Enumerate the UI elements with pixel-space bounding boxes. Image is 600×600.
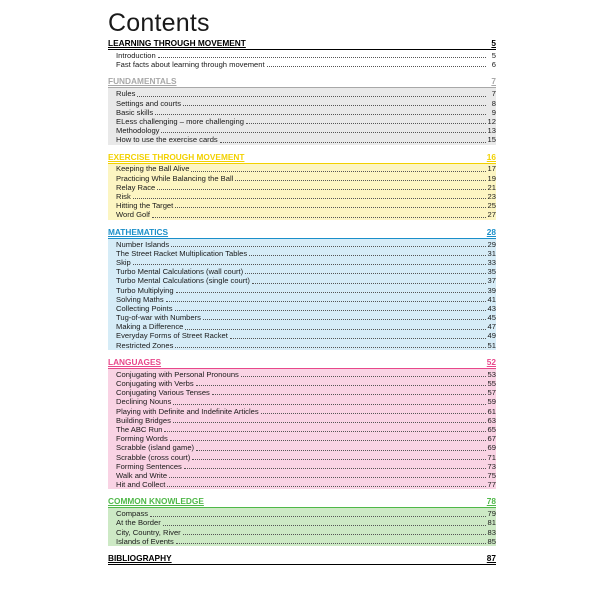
- toc-entry-page: 33: [487, 257, 496, 267]
- toc-entry-page: 85: [487, 536, 496, 546]
- toc-entry[interactable]: [116, 519, 496, 528]
- toc-entry-page: 23: [487, 192, 496, 202]
- toc-entry[interactable]: [116, 276, 496, 285]
- toc-section-learn: [108, 38, 496, 69]
- section-heading[interactable]: [108, 152, 496, 164]
- toc-entry-title: Turbo Multiplying: [116, 285, 174, 295]
- dot-leader: [158, 56, 486, 58]
- toc-entry-title: Conjugating with Verbs: [116, 379, 194, 389]
- toc-section-exer: [108, 152, 496, 220]
- toc-entry-title: Conjugating Various Tenses: [116, 388, 210, 398]
- dot-leader: [171, 245, 485, 247]
- toc-entry-title: City, Country, River: [116, 527, 181, 537]
- toc-entry-page: 25: [487, 201, 496, 211]
- toc-entry-title: Word Golf: [116, 210, 151, 220]
- section-entries: [108, 239, 496, 350]
- toc-entry-title: Risk: [116, 192, 131, 202]
- section-page-number: 52: [486, 356, 496, 367]
- toc-entry-title: Fast facts about learning through movement: [116, 60, 265, 70]
- toc-entry[interactable]: [116, 304, 496, 313]
- toc-entry-page: 5: [491, 50, 496, 60]
- table-of-contents: [108, 38, 496, 565]
- dot-leader: [157, 188, 485, 190]
- toc-entry[interactable]: [116, 201, 496, 210]
- toc-entry[interactable]: [116, 210, 496, 219]
- toc-entry-page: 77: [487, 480, 496, 490]
- section-spacer: [108, 145, 496, 152]
- section-heading[interactable]: [108, 357, 496, 369]
- toc-entry-title: Keeping the Ball Alive: [116, 164, 190, 174]
- dot-leader: [252, 282, 486, 284]
- dot-leader: [173, 403, 485, 405]
- toc-entry-page: 59: [487, 397, 496, 407]
- dot-leader: [164, 430, 485, 432]
- toc-entry-page: 57: [487, 388, 496, 398]
- section-heading-label: LEARNING THROUGH MOVEMENT: [108, 38, 246, 48]
- toc-entry-page: 73: [487, 461, 496, 471]
- toc-entry-title: Scrabble (island game): [116, 443, 195, 453]
- toc-entry-title: How to use the exercise cards: [116, 135, 218, 145]
- contents-page: [108, 8, 496, 565]
- section-entries: [108, 508, 496, 546]
- toc-entry-title: Methodology: [116, 126, 160, 136]
- toc-entry[interactable]: [116, 332, 496, 341]
- toc-entry-page: 51: [487, 340, 496, 350]
- toc-entry[interactable]: [116, 258, 496, 267]
- dot-leader: [150, 515, 485, 517]
- toc-entry[interactable]: [116, 174, 496, 183]
- dot-leader: [152, 216, 486, 218]
- toc-entry[interactable]: [116, 434, 496, 443]
- toc-entry[interactable]: [116, 407, 496, 416]
- toc-entry-page: 6: [491, 60, 496, 70]
- toc-entry[interactable]: [116, 443, 496, 452]
- dot-leader: [137, 95, 486, 97]
- dot-leader: [173, 421, 486, 423]
- toc-entry[interactable]: [116, 379, 496, 388]
- dot-leader: [167, 485, 485, 487]
- toc-entry-title: Turbo Mental Calculations (single court): [116, 276, 250, 286]
- toc-entry-title: Turbo Mental Calculations (wall court): [116, 267, 244, 277]
- toc-entry-title: Playing with Definite and Indefinite Articles: [116, 406, 259, 416]
- toc-entry[interactable]: [116, 388, 496, 397]
- toc-entry-page: 19: [487, 173, 496, 183]
- section-heading[interactable]: [108, 38, 496, 50]
- toc-entry-page: 83: [487, 527, 496, 537]
- dot-leader: [170, 439, 486, 441]
- dot-leader: [166, 300, 486, 302]
- toc-entry-page: 41: [487, 294, 496, 304]
- toc-entry-page: 47: [487, 322, 496, 332]
- section-entries: [108, 88, 496, 144]
- toc-entry[interactable]: [116, 295, 496, 304]
- toc-entry-page: 17: [487, 164, 496, 174]
- dot-leader: [196, 384, 486, 386]
- dot-leader: [230, 337, 486, 339]
- toc-entry[interactable]: [116, 509, 496, 518]
- section-entries: [108, 164, 496, 220]
- toc-entry-title: Making a Difference: [116, 322, 184, 332]
- toc-entry-page: 7: [491, 89, 496, 99]
- toc-section-fund: [108, 76, 496, 144]
- dot-leader: [175, 206, 485, 208]
- dot-leader: [183, 533, 486, 535]
- section-heading-label: COMMON KNOWLEDGE: [108, 496, 204, 507]
- toc-entry[interactable]: [116, 471, 496, 480]
- toc-entry-title: Settings and courts: [116, 98, 182, 108]
- toc-entry[interactable]: [116, 267, 496, 276]
- dot-leader: [161, 131, 485, 133]
- toc-entry-page: 55: [487, 379, 496, 389]
- toc-entry-title: Scrabble (cross court): [116, 452, 191, 462]
- toc-entry-title: Rules: [116, 89, 136, 99]
- toc-entry[interactable]: [116, 165, 496, 174]
- toc-section-math: [108, 227, 496, 350]
- toc-entry[interactable]: [116, 249, 496, 258]
- toc-entry[interactable]: [116, 183, 496, 192]
- toc-entry-page: 65: [487, 424, 496, 434]
- dot-leader: [155, 113, 486, 115]
- dot-leader: [175, 309, 486, 311]
- toc-section-bib: [108, 553, 496, 565]
- toc-entry[interactable]: [116, 51, 496, 60]
- dot-leader: [192, 458, 485, 460]
- toc-entry-title: Building Bridges: [116, 415, 171, 425]
- toc-entry[interactable]: [116, 528, 496, 537]
- toc-entry-title: Forming Sentences: [116, 461, 182, 471]
- section-page-number: 16: [486, 151, 496, 162]
- toc-entry[interactable]: [116, 416, 496, 425]
- dot-leader: [176, 291, 486, 293]
- dot-leader: [169, 476, 485, 478]
- toc-entry-page: 71: [487, 452, 496, 462]
- toc-entry-title: Everyday Forms of Street Racket: [116, 331, 228, 341]
- toc-entry[interactable]: [116, 370, 496, 379]
- toc-entry-page: 61: [487, 406, 496, 416]
- section-page-number: 78: [486, 496, 496, 507]
- dot-leader: [203, 318, 486, 320]
- toc-entry[interactable]: [116, 126, 496, 135]
- dot-leader: [185, 328, 485, 330]
- toc-entry[interactable]: [116, 108, 496, 117]
- section-heading-label: EXERCISE THROUGH MOVEMENT: [108, 151, 245, 162]
- toc-entry-page: 9: [491, 107, 496, 117]
- toc-entry-title: Restricted Zones: [116, 340, 174, 350]
- section-heading-label: BIBLIOGRAPHY: [108, 553, 172, 564]
- toc-entry-title: Hit and Collect: [116, 480, 166, 490]
- section-heading[interactable]: [108, 76, 496, 88]
- section-entries: [108, 369, 496, 489]
- toc-entry[interactable]: [116, 286, 496, 295]
- toc-entry-page: 27: [487, 210, 496, 220]
- toc-entry-title: The Street Racket Multiplication Tables: [116, 248, 248, 258]
- dot-leader: [235, 179, 485, 181]
- toc-entry-title: Basic skills: [116, 107, 154, 117]
- toc-entry[interactable]: [116, 425, 496, 434]
- dot-leader: [261, 412, 486, 414]
- toc-entry[interactable]: [116, 240, 496, 249]
- toc-entry-page: 12: [487, 116, 496, 126]
- toc-entry-page: 37: [487, 276, 496, 286]
- toc-entry-title: The ABC Run: [116, 424, 163, 434]
- dot-leader: [267, 65, 486, 67]
- toc-entry-page: 8: [491, 98, 496, 108]
- toc-entry-page: 29: [487, 239, 496, 249]
- section-spacer: [108, 489, 496, 496]
- dot-leader: [191, 170, 485, 172]
- toc-entry[interactable]: [116, 99, 496, 108]
- section-heading-label: MATHEMATICS: [108, 226, 169, 237]
- dot-leader: [176, 542, 486, 544]
- section-spacer: [108, 350, 496, 357]
- toc-entry[interactable]: [116, 60, 496, 69]
- toc-entry[interactable]: [116, 341, 496, 350]
- section-heading-label: FUNDAMENTALS: [108, 76, 177, 87]
- section-page-number: 5: [491, 38, 496, 48]
- section-spacer: [108, 220, 496, 227]
- toc-entry-title: Forming Words: [116, 434, 168, 444]
- toc-entry-page: 69: [487, 443, 496, 453]
- dot-leader: [184, 467, 486, 469]
- toc-entry[interactable]: [116, 537, 496, 546]
- toc-entry-title: Tug-of-war with Numbers: [116, 313, 201, 323]
- toc-entry-title: Compass: [116, 509, 149, 519]
- toc-entry[interactable]: [116, 322, 496, 331]
- dot-leader: [212, 393, 486, 395]
- toc-entry[interactable]: [116, 192, 496, 201]
- toc-entry-page: 39: [487, 285, 496, 295]
- dot-leader: [163, 524, 486, 526]
- toc-entry-page: 15: [487, 135, 496, 145]
- toc-entry[interactable]: [116, 117, 496, 126]
- toc-entry-page: 63: [487, 415, 496, 425]
- toc-entry-title: Number Islands: [116, 239, 170, 249]
- toc-entry-title: Skip: [116, 257, 131, 267]
- toc-entry-page: 43: [487, 303, 496, 313]
- toc-entry-title: Hitting the Target: [116, 201, 174, 211]
- section-page-number: 28: [486, 226, 496, 237]
- toc-entry[interactable]: [116, 313, 496, 322]
- dot-leader: [245, 272, 485, 274]
- toc-entry-title: Islands of Events: [116, 536, 174, 546]
- toc-entry-page: 49: [487, 331, 496, 341]
- toc-entry[interactable]: [116, 480, 496, 489]
- toc-entry-title: At the Border: [116, 518, 161, 528]
- toc-entry[interactable]: [116, 462, 496, 471]
- toc-entry-title: Practicing While Balancing the Ball: [116, 173, 234, 183]
- toc-entry-title: Introduction: [116, 50, 156, 60]
- toc-entry-title: Collecting Points: [116, 303, 173, 313]
- page-title: Contents: [108, 9, 210, 37]
- section-heading-label: LANGUAGES: [108, 356, 162, 367]
- toc-entry-title: Conjugating with Personal Pronouns: [116, 369, 239, 379]
- toc-entry-page: 75: [487, 470, 496, 480]
- section-heading[interactable]: [108, 227, 496, 239]
- toc-entry-page: 35: [487, 267, 496, 277]
- toc-entry-page: 79: [487, 509, 496, 519]
- toc-entry-page: 31: [487, 248, 496, 258]
- dot-leader: [133, 197, 486, 199]
- dot-leader: [175, 346, 485, 348]
- dot-leader: [196, 449, 485, 451]
- toc-entry-page: 81: [487, 518, 496, 528]
- dot-leader: [241, 375, 486, 377]
- section-heading[interactable]: [108, 496, 496, 508]
- toc-entry[interactable]: [116, 89, 496, 98]
- dot-leader: [133, 263, 486, 265]
- toc-section-comm: [108, 496, 496, 546]
- section-heading[interactable]: [108, 553, 496, 565]
- dot-leader: [249, 254, 485, 256]
- toc-entry-title: ELess challenging – more challenging: [116, 116, 244, 126]
- toc-entry-page: 67: [487, 434, 496, 444]
- section-page-number: 87: [486, 553, 496, 564]
- dot-leader: [183, 104, 486, 106]
- toc-entry[interactable]: [116, 135, 496, 144]
- dot-leader: [220, 141, 486, 143]
- toc-entry-title: Walk and Write: [116, 470, 168, 480]
- section-page-number: 7: [491, 76, 496, 87]
- toc-entry-title: Declining Nouns: [116, 397, 172, 407]
- toc-entry[interactable]: [116, 453, 496, 462]
- section-spacer: [108, 546, 496, 553]
- toc-entry-page: 45: [487, 313, 496, 323]
- section-spacer: [108, 69, 496, 76]
- toc-entry-page: 21: [487, 182, 496, 192]
- toc-entry-page: 53: [487, 369, 496, 379]
- dot-leader: [246, 122, 486, 124]
- toc-entry-page: 13: [487, 126, 496, 136]
- toc-entry-title: Solving Maths: [116, 294, 164, 304]
- toc-section-lang: [108, 357, 496, 489]
- section-entries: [108, 50, 496, 69]
- toc-entry-title: Relay Race: [116, 182, 156, 192]
- toc-entry[interactable]: [116, 397, 496, 406]
